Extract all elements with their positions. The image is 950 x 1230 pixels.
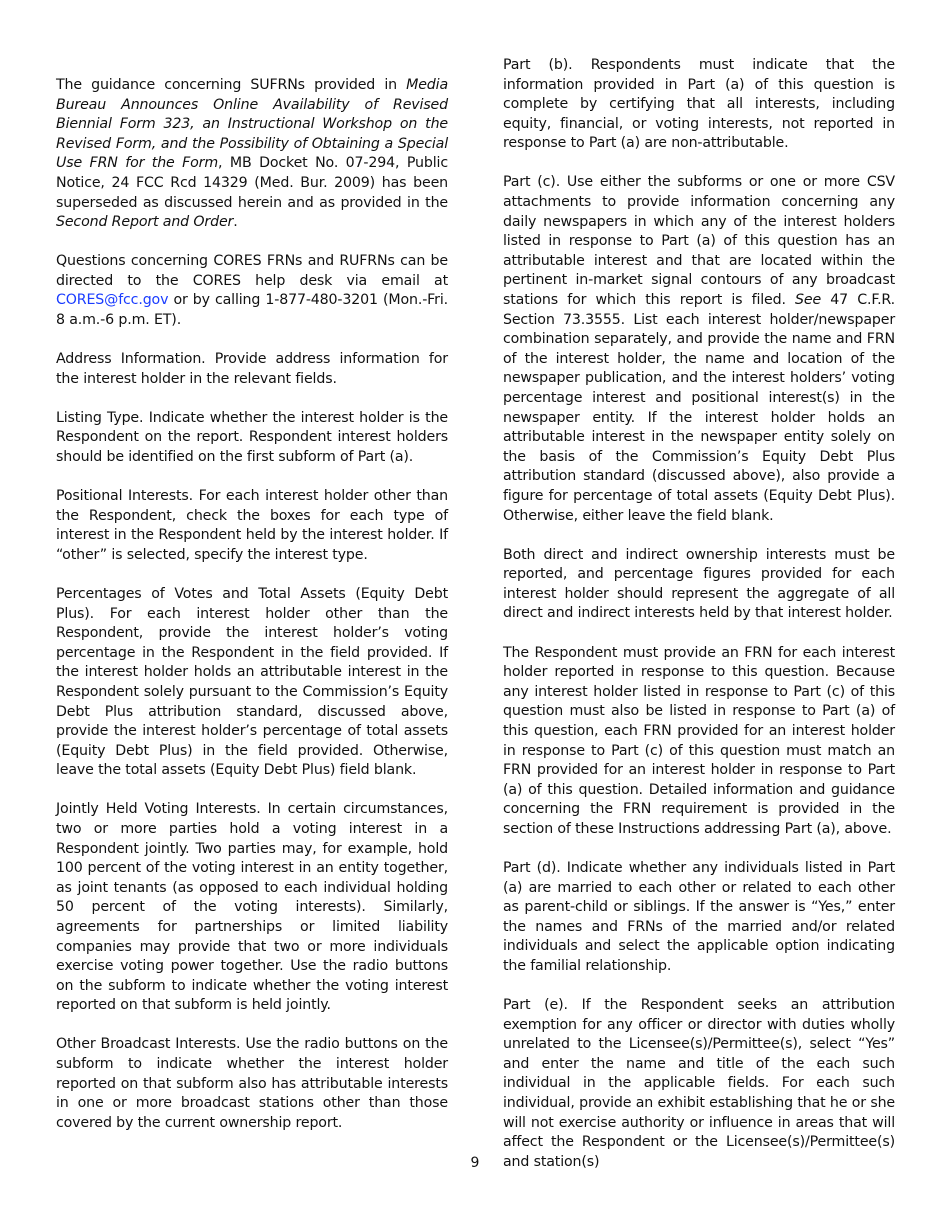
public-notice-title: Media Bureau Announces Online Availability of Revised Biennial Form 323, an Instructional Workshop on the Revised Form, and the Possibility of Obtaining a Special Use FRN for the Form	[56, 77, 448, 172]
address-information-paragraph: Address Information. Provide address information for the interest holder in the relevant fields.	[56, 351, 448, 387]
other-broadcast-paragraph: Other Broadcast Interests. Use the radio buttons on the subform to indicate whether the interest holder reported on that subform also has attributable interests in one or more broadcast stations other than those covered by the current ownership report.	[56, 1036, 449, 1131]
part-c-paragraph: Part (c). Use either the subforms or one or more CSV attachments to provide information concerning any daily newspapers in which any of the interest holders listed in response to Part (a) of this question has an attributable interest and that are located within the pertinent in-market signal contours of any broadcast stations for which this report is filed. See 47 C.F.R. Section 73.3555. List each interest holder/newspaper combination separately, and provide the name and FRN of the interest holder, the name and location of the newspaper publication, and the interest holders’ voting percentage interest and positional interest(s) in the newspaper entity. If the interest holder holds an attributable interest in the newspaper entity solely on the basis of the Commission’s Equity Debt Plus attribution standard (discussed above), also provide a figure for percentage of total assets (Equity Debt Plus). Otherwise, either leave the field blank.	[503, 174, 895, 524]
section-heading: Other Broadcast Interests.	[56, 1036, 241, 1053]
cores-email-link[interactable]: CORES@fcc.gov	[56, 292, 169, 309]
percentages-paragraph: Percentages of Votes and Total Assets (Equity Debt Plus). For each interest holder other than the Respondent, provide the interest holder’s voting percentage in the Respondent in the field provided. If the interest holder holds an attributable interest in the Respondent solely pursuant to the Commission’s Equity Debt Plus attribution standard, discussed above, provide the interest holder’s percentage of total assets (Equity Debt Plus) in the field provided. Otherwise, leave the total assets (Equity Debt Plus) field blank.	[56, 585, 448, 779]
listing-type-paragraph: Listing Type. Indicate whether the interest holder is the Respondent on the report. Respondent interest holders should be identified on the first subform of Part (a).	[56, 409, 448, 465]
section-heading: Jointly Held Voting Interests.	[56, 801, 261, 818]
positional-interests-paragraph: Positional Interests. For each interest holder other than the Respondent, check the boxes for each type of interest in the Respondent held by the interest holder. If “other” is selected, specify the interest type.	[56, 488, 448, 563]
section-heading: Listing Type.	[56, 409, 144, 426]
frn-requirement-paragraph: The Respondent must provide an FRN for each interest holder reported in response to this question. Because any interest holder listed in response to Part (c) of this question must also be listed in response to Part (a) of this question, each FRN provided for an interest holder in response to Part (c) of this question must match an FRN provided for an interest holder in response to Part (a) of this question. Detailed information and guidance concerning the FRN requirement is provided in the section of these Instructions addressing Part (a), above.	[503, 644, 895, 837]
section-heading: Part (e).	[503, 997, 568, 1014]
second-report-title: Second Report and Order	[56, 214, 234, 231]
section-heading: Percentages of Votes and Total Assets (Equity Debt Plus).	[56, 585, 448, 622]
right-column	[503, 56, 895, 1192]
section-heading: Positional Interests.	[56, 488, 194, 505]
part-b-paragraph: Part (b). Respondents must indicate that the information provided in Part (a) of this question is complete by certifying that all interests, including equity, financial, or voting interests, not reported in response to Part (a) are non-attributable.	[503, 57, 895, 152]
ownership-interests-paragraph: Both direct and indirect ownership interests must be reported, and percentage figures provided for each interest holder should represent the aggregate of all direct and indirect interests held by that interest holder.	[503, 546, 895, 622]
see-citation: See	[795, 292, 822, 309]
part-e-paragraph: Part (e). If the Respondent seeks an attribution exemption for any officer or director with duties wholly unrelated to the Licensee(s)/Permittee(s), select “Yes” and enter the name and title of the each such individual in the applicable fields. For each such individual, provide an exhibit establishing that he or she will not exercise authority or influence in areas that will affect the Respondent or the Licensee(s)/Permittee(s) and station(s)	[503, 997, 895, 1170]
section-heading: Address Information.	[56, 351, 206, 368]
sufrn-guidance-paragraph: The guidance concerning SUFRNs provided in Media Bureau Announces Online Availability of Revised Biennial Form 323, an Instructional Workshop on the Revised Form, and the Possibility of Obtaining a Special Use FRN for the Form, MB Docket No. 07-294, Public Notice, 24 FCC Rcd 14329 (Med. Bur. 2009) has been superseded as discussed herein and as provided in the Second Report and Order.	[56, 77, 448, 231]
section-heading: Part (b).	[503, 57, 573, 73]
part-d-paragraph: Part (d). Indicate whether any individuals listed in Part (a) are married to each other or related to each other as parent-child or siblings. If the answer is “Yes,” enter the names and FRNs of the married and/or related individuals and select the applicable option indicating the familial relationship.	[503, 859, 895, 974]
cores-questions-paragraph: Questions concerning CORES FRNs and RUFRNs can be directed to the CORES help desk via email at CORES@fcc.gov or by calling 1-877-480-3201 (Mon.-Fri. 8 a.m.-6 p.m. ET).	[56, 253, 448, 329]
section-heading: Part (c).	[503, 174, 561, 191]
page-number: 9	[470, 1155, 480, 1171]
left-column	[56, 76, 448, 1153]
jointly-held-paragraph: Jointly Held Voting Interests. In certain circumstances, two or more parties hold a voting interest in a Respondent jointly. Two parties may, for example, hold 100 percent of the voting interest in an entity together, as joint tenants (as opposed to each individual holding 50 percent of the voting interests). Similarly, agreements for partnerships or limited liability companies may provide that two or more individuals exercise voting power together. Use the radio buttons on the subform to indicate whether the voting interest reported on that subform is held jointly.	[56, 801, 448, 1014]
section-heading: Part (d).	[503, 859, 561, 876]
